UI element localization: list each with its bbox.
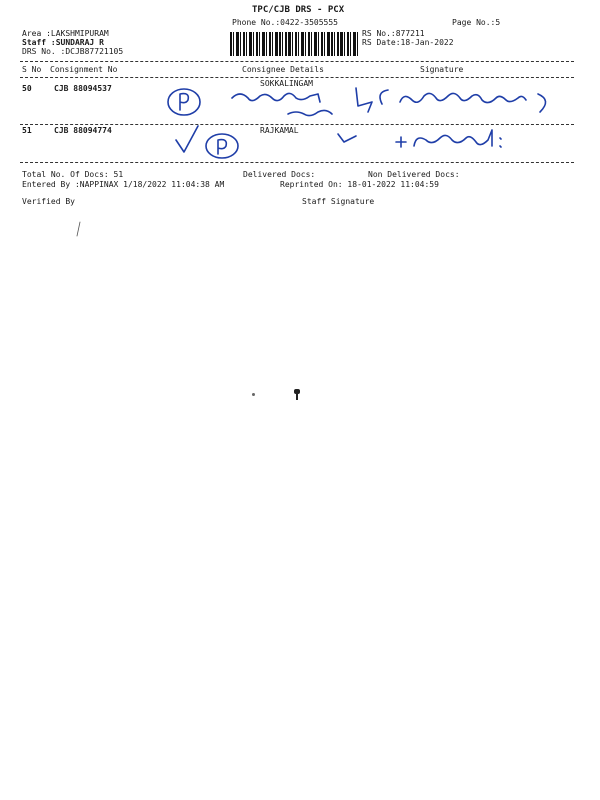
reprinted-on: Reprinted On: 18-01-2022 11:04:59 <box>280 180 439 189</box>
total-docs: Total No. Of Docs: 51 <box>22 170 124 179</box>
page-number: Page No.:5 <box>452 18 501 27</box>
row-consignee: RAJKAMAL <box>260 126 299 135</box>
verified-by-label: Verified By <box>22 197 75 206</box>
divider-header <box>20 77 574 78</box>
rs-number: RS No.:877211 <box>362 29 425 38</box>
column-sno: S No <box>22 65 42 74</box>
rs-date: RS Date:18-Jan-2022 <box>362 38 454 47</box>
ink-speck <box>296 393 298 400</box>
drs-number: DRS No. :DCJB87721105 <box>22 47 124 56</box>
column-consignee: Consignee Details <box>242 65 324 74</box>
ink-speck <box>252 393 255 396</box>
row-sno: 51 <box>22 126 32 135</box>
row-sno: 50 <box>22 84 32 93</box>
delivered-docs: Delivered Docs: <box>243 170 316 179</box>
divider-top <box>20 61 574 62</box>
handwritten-signature-row-51 <box>170 122 510 162</box>
staff-signature-label: Staff Signature <box>302 197 375 206</box>
row-consignment: CJB 88094774 <box>54 126 112 135</box>
area-label: Area :LAKSHMIPURAM <box>22 29 109 38</box>
barcode-image <box>230 32 358 56</box>
entered-by: Entered By :NAPPINAX 1/18/2022 11:04:38 AM <box>22 180 225 189</box>
column-consignment: Consignment No <box>50 65 118 74</box>
staff-label: Staff :SUNDARAJ R <box>22 38 104 47</box>
row-consignment: CJB 88094537 <box>54 84 112 93</box>
handwritten-signature-row-50 <box>160 79 580 124</box>
divider-row-51 <box>20 162 574 163</box>
scan-mark <box>74 220 84 240</box>
document-title: TPC/CJB DRS - PCX <box>252 5 345 15</box>
row-consignee: SOKKALINGAM <box>260 79 313 88</box>
phone-number: Phone No.:0422-3505555 <box>232 18 338 27</box>
column-signature: Signature <box>420 65 464 74</box>
non-delivered-docs: Non Delivered Docs: <box>368 170 460 179</box>
